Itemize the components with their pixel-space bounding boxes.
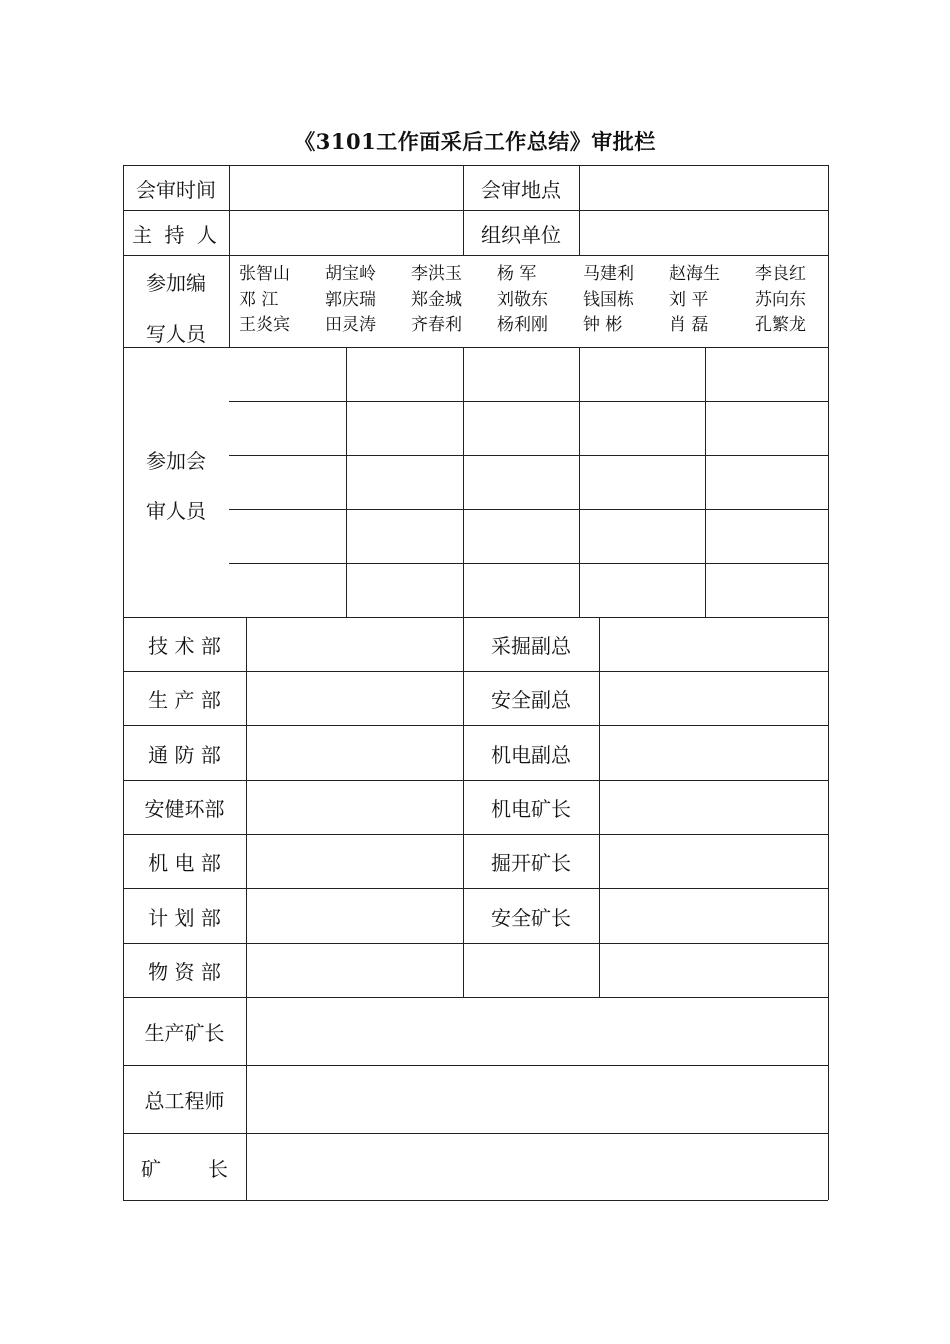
reviewer-signature-cell[interactable] [706, 402, 828, 455]
reviewer-signature-cell[interactable] [706, 348, 828, 401]
meeting-place-field[interactable] [580, 166, 828, 210]
reviewer-signature-cell[interactable] [580, 348, 705, 401]
author-name: 刘敬东 [497, 290, 548, 310]
author-name: 马建利 [583, 264, 634, 284]
meeting-place-label: 会审地点 [481, 177, 561, 202]
table-right-border [828, 165, 829, 1200]
authors-label-line2: 写人员 [146, 321, 206, 346]
reviewer-signature-cell[interactable] [580, 564, 705, 617]
dept-signature-field[interactable] [247, 944, 463, 997]
leader-signature-field[interactable] [600, 944, 828, 997]
host-field[interactable] [230, 211, 463, 255]
author-name: 田灵涛 [325, 315, 376, 335]
reviewer-signature-cell[interactable] [230, 510, 346, 563]
leader-label: 机电副总 [491, 742, 571, 767]
top-leader-label: 生产矿长 [144, 1021, 225, 1045]
reviewer-signature-cell[interactable] [230, 402, 346, 455]
dept-signature-field[interactable] [247, 672, 463, 725]
top-leader-label [123, 1134, 246, 1200]
reviewer-signature-cell[interactable] [464, 348, 579, 401]
author-name: 邓 江 [239, 290, 279, 310]
dept-label: 生 产 部 [148, 688, 221, 712]
leader-label: 安全矿长 [491, 905, 571, 930]
dept-label: 物 资 部 [148, 960, 221, 984]
leader-signature-field[interactable] [600, 726, 828, 780]
author-name: 苏向东 [755, 290, 806, 310]
host-label: 主 持 人 [132, 222, 220, 247]
reviewer-signature-cell[interactable] [580, 456, 705, 509]
author-name: 郭庆瑞 [325, 290, 376, 310]
reviewer-signature-cell[interactable] [347, 564, 463, 617]
dept-label: 技 术 部 [148, 634, 221, 658]
author-name: 郑金城 [411, 290, 462, 310]
reviewer-signature-cell[interactable] [706, 510, 828, 563]
author-name: 李良红 [755, 264, 806, 284]
top-leader-label-char: 长 [208, 1156, 230, 1181]
leader-label: 安全副总 [491, 688, 571, 712]
author-name: 钟 彬 [583, 315, 623, 335]
leader-label: 掘开矿长 [491, 851, 571, 875]
dept-signature-field[interactable] [247, 726, 463, 780]
reviewer-signature-cell[interactable] [347, 510, 463, 563]
reviewer-signature-cell[interactable] [347, 402, 463, 455]
leader-signature-field[interactable] [600, 672, 828, 725]
table-bottom-border [123, 1200, 828, 1201]
top-leader-label: 总工程师 [144, 1089, 225, 1113]
dept-signature-field[interactable] [247, 618, 463, 671]
leader-label: 机电矿长 [491, 797, 571, 821]
dept-signature-field[interactable] [247, 781, 463, 834]
document-title: 《3101工作面采后工作总结》审批栏 [294, 129, 656, 154]
reviewer-signature-cell[interactable] [230, 348, 346, 401]
leader-label [463, 944, 599, 997]
author-name: 赵海生 [669, 264, 720, 284]
dept-label: 通 防 部 [148, 742, 221, 767]
leader-label: 采掘副总 [491, 634, 571, 658]
org-unit-field[interactable] [580, 211, 828, 255]
authors-label-line1: 参加编 [146, 270, 206, 295]
author-name: 钱国栋 [583, 290, 634, 310]
author-name: 孔繁龙 [755, 315, 806, 335]
dept-signature-field[interactable] [247, 835, 463, 888]
author-name: 李洪玉 [411, 264, 462, 284]
reviewer-signature-cell[interactable] [230, 456, 346, 509]
author-name: 杨利刚 [497, 315, 548, 335]
leader-signature-field[interactable] [600, 781, 828, 834]
dept-label: 机 电 部 [148, 851, 221, 875]
reviewer-signature-cell[interactable] [464, 402, 579, 455]
author-name: 张智山 [239, 264, 290, 284]
reviewer-signature-cell[interactable] [347, 456, 463, 509]
meeting-time-label: 会审时间 [136, 177, 216, 202]
author-name: 王炎宾 [239, 315, 290, 335]
top-leader-signature-field[interactable] [247, 998, 828, 1065]
reviewer-signature-cell[interactable] [464, 456, 579, 509]
top-leader-label-char: 矿 [141, 1156, 163, 1181]
author-name: 刘 平 [669, 290, 709, 310]
reviewer-signature-cell[interactable] [580, 402, 705, 455]
org-unit-label: 组织单位 [481, 222, 561, 247]
reviewers-label-line1: 参加会 [146, 448, 206, 473]
leader-signature-field[interactable] [600, 889, 828, 943]
author-name: 肖 磊 [669, 315, 709, 335]
reviewers-label-line2: 审人员 [146, 498, 206, 523]
reviewer-signature-cell[interactable] [464, 510, 579, 563]
author-name: 齐春利 [411, 315, 462, 335]
reviewer-signature-cell[interactable] [464, 564, 579, 617]
dept-signature-field[interactable] [247, 889, 463, 943]
reviewer-signature-cell[interactable] [580, 510, 705, 563]
reviewer-signature-cell[interactable] [706, 456, 828, 509]
reviewer-signature-cell[interactable] [347, 348, 463, 401]
top-leader-signature-field[interactable] [247, 1066, 828, 1133]
dept-label: 计 划 部 [148, 905, 221, 930]
author-name: 杨 军 [497, 264, 537, 284]
top-leader-signature-field[interactable] [247, 1134, 828, 1200]
leader-signature-field[interactable] [600, 835, 828, 888]
author-name: 胡宝岭 [325, 264, 376, 284]
dept-label: 安健环部 [144, 797, 225, 821]
reviewer-signature-cell[interactable] [706, 564, 828, 617]
reviewer-signature-cell[interactable] [230, 564, 346, 617]
meeting-time-field[interactable] [230, 166, 463, 210]
leader-signature-field[interactable] [600, 618, 828, 671]
